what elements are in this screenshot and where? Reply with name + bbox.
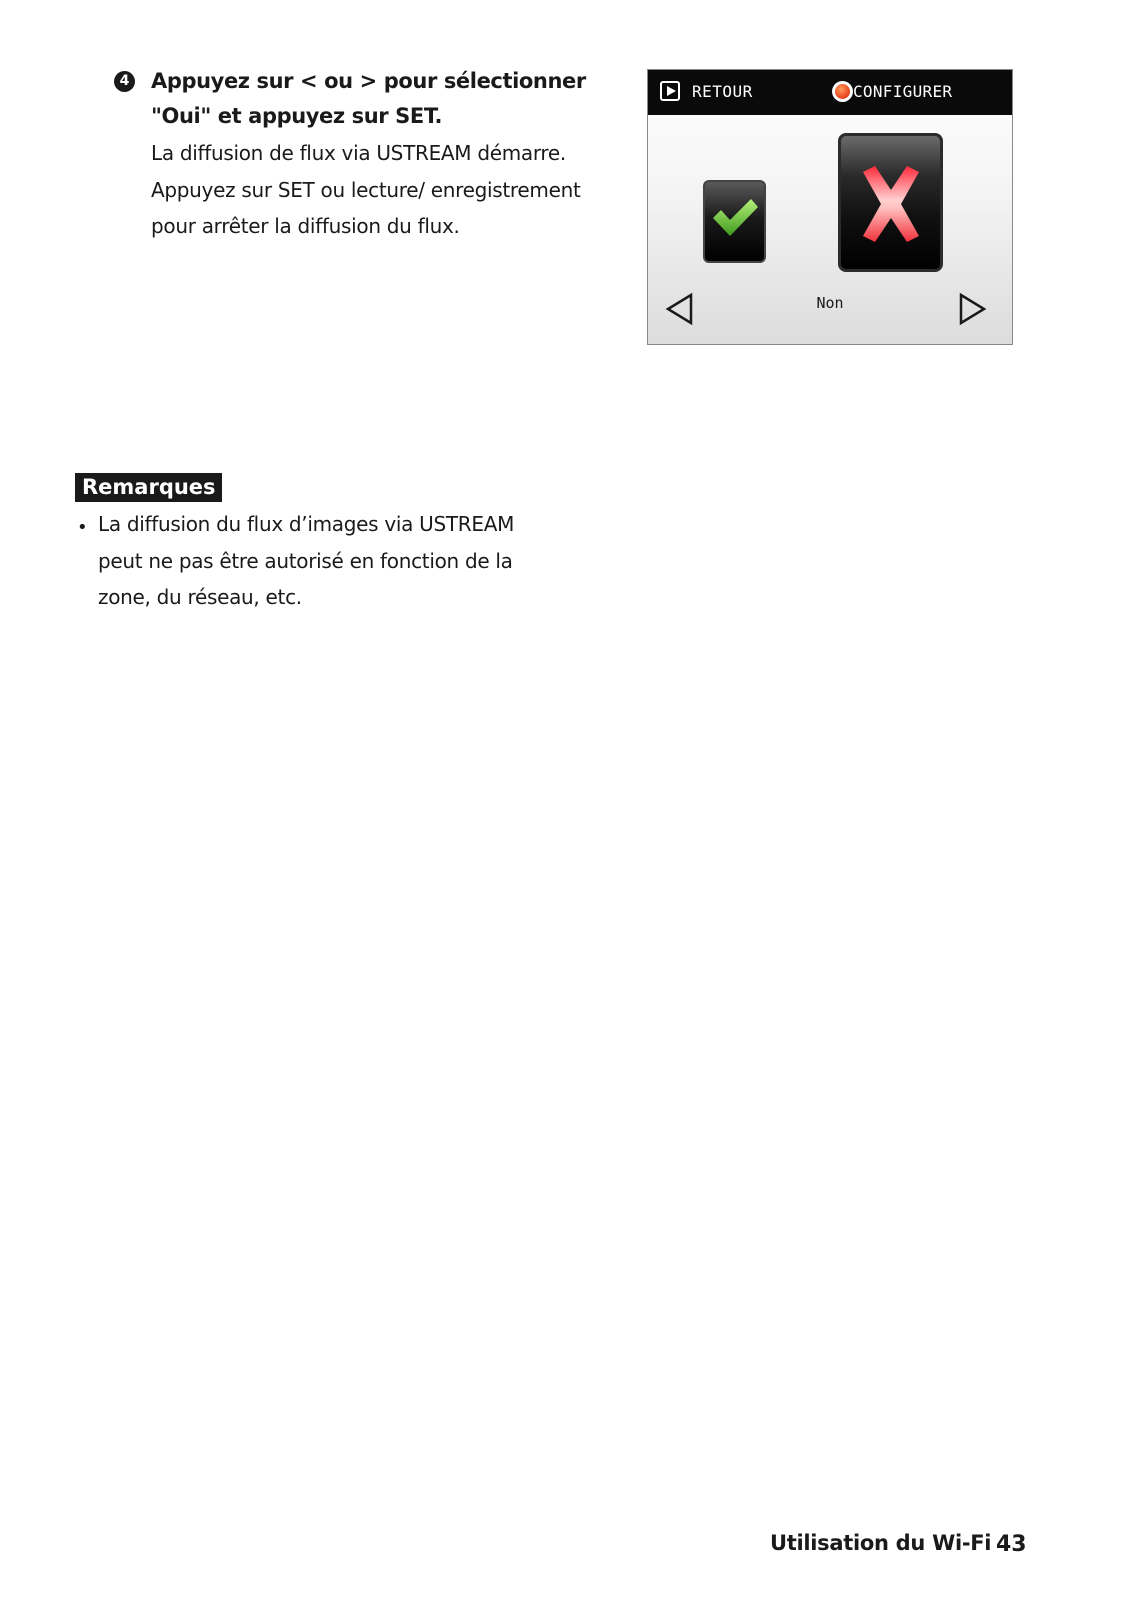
step-title: Appuyez sur < ou > pour sélectionner "Oui" et appuyez sur SET. xyxy=(151,69,586,128)
footer-section-title: Utilisation du Wi-Fi xyxy=(770,1531,992,1555)
set-label: CONFIGURER xyxy=(853,82,953,101)
checkmark-icon xyxy=(709,196,761,240)
record-icon xyxy=(832,81,853,102)
step-number-badge: 4 xyxy=(114,71,135,92)
play-icon xyxy=(660,81,680,101)
back-label: RETOUR xyxy=(692,82,753,101)
selected-option-label: Non xyxy=(816,294,844,312)
step-body xyxy=(151,135,591,245)
step-paragraph: La diffusion de flux via USTREAM démarre. xyxy=(151,141,566,165)
yes-option-button xyxy=(703,180,766,263)
cross-icon xyxy=(857,164,925,244)
arrow-right-icon xyxy=(958,292,988,326)
step-paragraph: Appuyez sur SET ou lecture/ enregistrement pour arrêter la diffusion du flux. xyxy=(151,177,581,238)
remarks-heading: Remarques xyxy=(75,473,222,502)
remarks-item: La diffusion du flux d’images via USTREAM peut ne pas être autorisé en fonction de la zone, du réseau, etc. xyxy=(98,512,515,609)
bullet-icon: • xyxy=(77,517,88,538)
screen-top-bar xyxy=(648,70,1012,115)
no-option-button xyxy=(838,133,943,272)
camera-screen-illustration xyxy=(647,69,1013,345)
page-number: 43 xyxy=(996,1532,1027,1557)
